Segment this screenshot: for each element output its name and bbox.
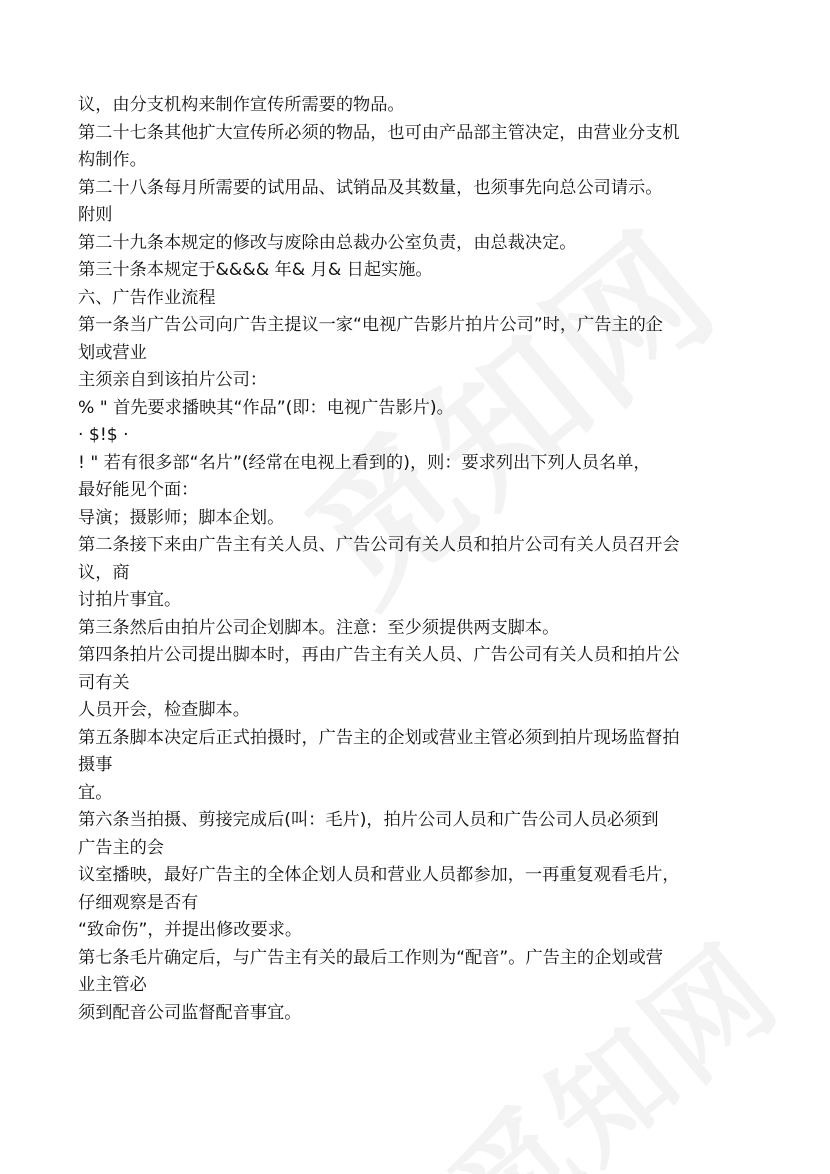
text-line: 仔细观察是否有 — [78, 892, 199, 913]
text-line: 第二十九条本规定的修改与废除由总裁办公室负责，由总裁决定。 — [78, 232, 577, 253]
text-line: 讨拍片事宜。 — [78, 590, 182, 610]
text-line: 第一条当广告公司向广告主提议一家“电视广告影片拍片公司”时，广告主的企 — [78, 315, 663, 335]
text-line: 议室播映，最好广告主的全体企划人员和营业人员都参加，一再重复观看毛片， — [78, 865, 680, 885]
text-line: ! " 若有很多部“名片”(经常在电视上看到的)，则：要求列出下列人员名单， — [78, 452, 651, 473]
text-line: 划或营业 — [78, 342, 147, 363]
text-line: 第三条然后由拍片公司企划脚本。注意：至少须提供两支脚本。 — [78, 617, 560, 638]
text-line: 第七条毛片确定后，与广告主有关的最后工作则为“配音”。广告主的企划或营 — [78, 947, 663, 968]
text-line: 广告主的会 — [78, 837, 164, 858]
text-line: 人员开会，检查脚本。 — [78, 700, 250, 720]
text-line: 须到配音公司监督配音事宜。 — [78, 1002, 302, 1023]
text-line: “致命伤”，并提出修改要求。 — [78, 920, 303, 940]
section-heading: 附则 — [78, 205, 113, 225]
text-line: 第二十八条每月所需要的试用品、试销品及其数量，也须事先向总公司请示。 — [78, 177, 663, 198]
text-line: · $!$ · — [78, 425, 129, 445]
text-line: 主须亲自到该拍片公司： — [78, 370, 268, 390]
text-line: 议，商 — [78, 562, 130, 583]
text-line: 导演；摄影师；脚本企划。 — [78, 507, 285, 528]
text-line: 最好能见个面： — [78, 480, 199, 500]
text-line: 第二条接下来由广告主有关人员、广告公司有关人员和拍片公司有关人员召开会 — [78, 535, 680, 555]
text-line: 业主管必 — [78, 975, 147, 995]
text-line: 第六条当拍摄、剪接完成后(叫：毛片)，拍片公司人员和广告公司人员必须到 — [78, 810, 659, 830]
text-line: 议，由分支机构来制作宣传所需要的物品。 — [78, 95, 405, 115]
text-line: 司有关 — [78, 672, 130, 693]
text-line: 第四条拍片公司提出脚本时，再由广告主有关人员、广告公司有关人员和拍片公 — [78, 645, 680, 665]
text-line: 第五条脚本决定后正式拍摄时，广告主的企划或营业主管必须到拍片现场监督拍 — [78, 727, 680, 748]
text-line: 宜。 — [78, 782, 113, 803]
document-body — [78, 92, 768, 1027]
text-line: % " 首先要求播映其“作品”(即：电视广告影片)。 — [78, 397, 454, 418]
text-line: 构制作。 — [78, 150, 147, 170]
text-line: 摄事 — [78, 755, 113, 775]
text-line: 第三十条本规定于&&&& 年& 月& 日起实施。 — [78, 260, 433, 280]
text-line: 第二十七条其他扩大宣传所必须的物品，也可由产品部主管决定，由营业分支机 — [78, 122, 680, 143]
section-heading: 六、广告作业流程 — [78, 287, 216, 308]
